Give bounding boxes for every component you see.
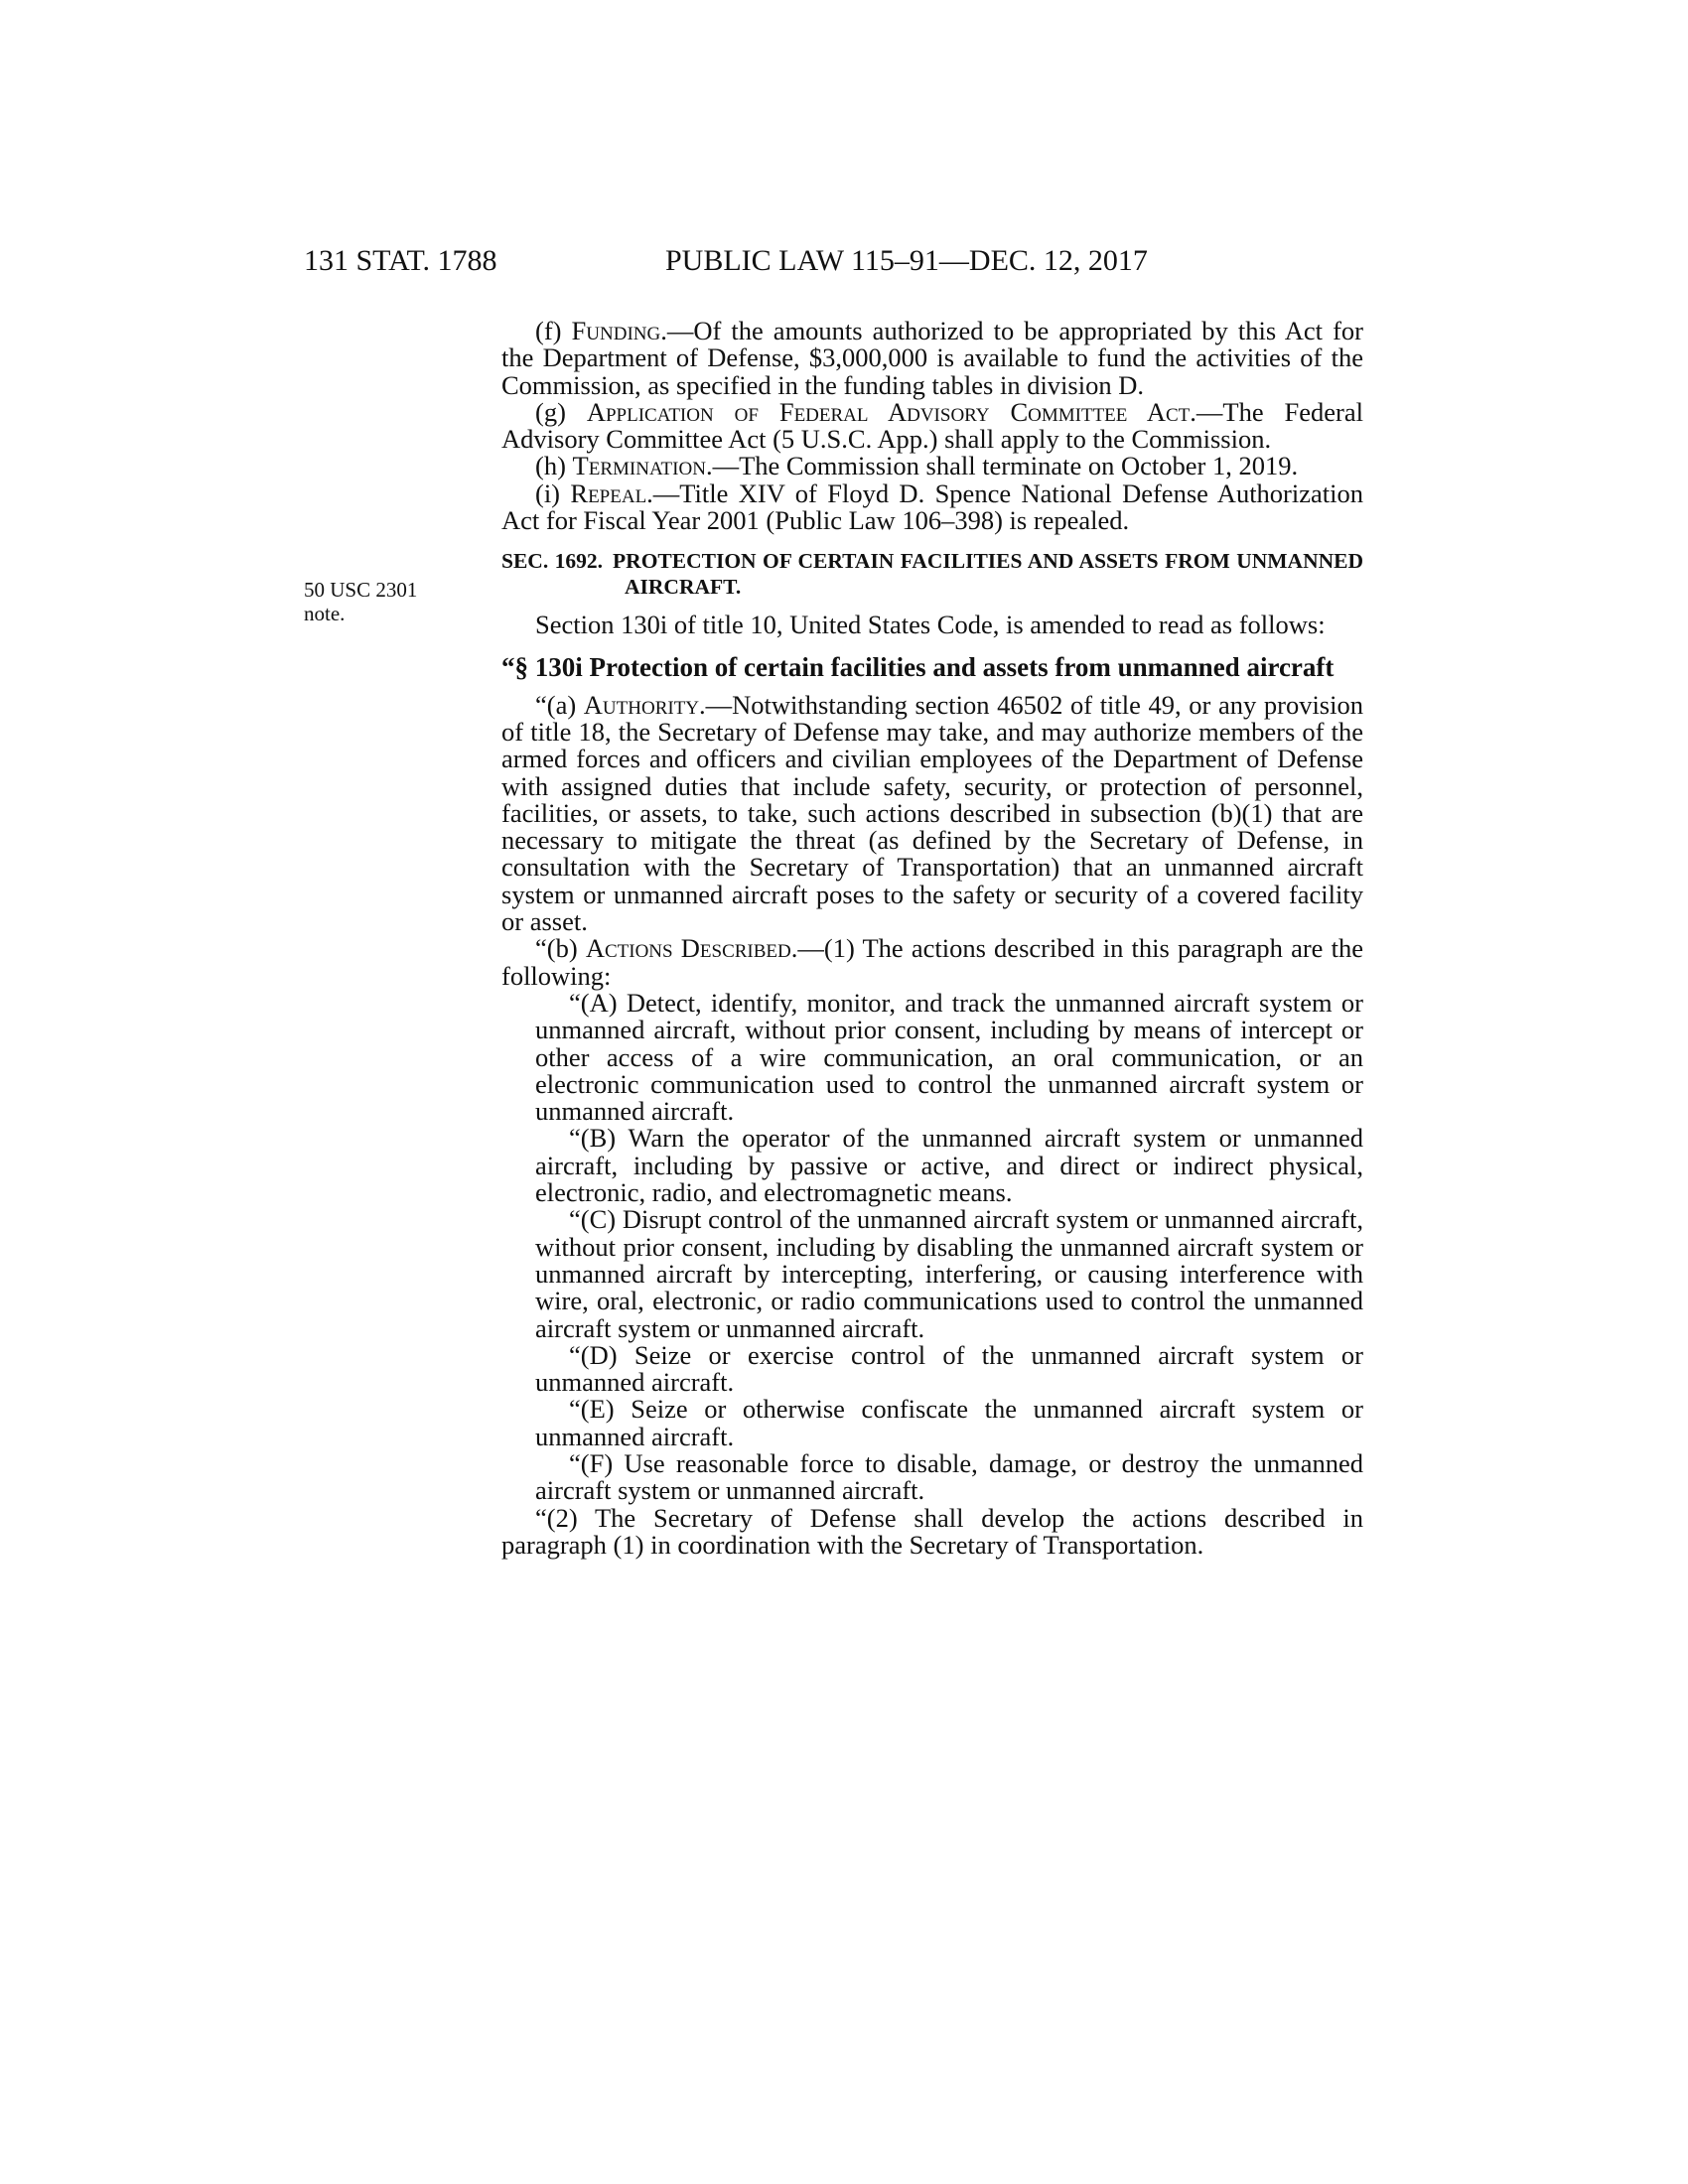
list-item-f: “(F) Use reasonable force to disable, damage, or destroy the unmanned aircraft system or unmanned aircraft. (535, 1447, 1363, 1506)
paragraph-g-application: (g) Application of Federal Advisory Committee Act.—The Federal Advisory Committee Act (5 U.S.C. App.) shall apply to the Commission. (501, 396, 1363, 455)
code-section-title: Protection of certain facilities and assets from unmanned aircraft (589, 651, 1335, 682)
list-item-b: “(B) Warn the operator of the unmanned aircraft system or unmanned aircraft, including by passive or active, and direct or indirect physical, electronic, radio, and electromagnetic means. (535, 1123, 1363, 1208)
code-section-label: “§ 130i (501, 651, 583, 682)
paragraph-a-authority: “(a) Authority.—Notwithstanding section 46502 of title 49, or any provision of title 18, the Secretary of Defense may take, and may authorize members of the armed forces and officers and civilian employees of the Department of Defense with assigned duties that include safety, security, or protection of personnel, facilities, or assets, to take, such actions described in subsection (b)(1) that are necessary to mitigate the threat (as defined by the Secretary of Defense, in consultation with the Secretary of Transportation) that an unmanned aircraft system or unmanned aircraft poses to the safety or security of a covered facility or asset. (501, 689, 1363, 937)
paragraph-h-termination: (h) Termination.—The Commission shall terminate on October 1, 2019. (535, 451, 1299, 481)
section-title: PROTECTION OF CERTAIN FACILITIES AND ASSETS FROM UNMANNED AIRCRAFT. (613, 549, 1363, 600)
list-item-e: “(E) Seize or otherwise confiscate the unmanned aircraft system or unmanned aircraft. (535, 1394, 1363, 1451)
paragraph-b-actions: “(b) Actions Described.—(1) The actions described in this paragraph are the following: (501, 933, 1363, 991)
section-number: SEC. 1692. (501, 549, 604, 574)
heading-repeal: Repeal (570, 478, 647, 508)
list-item-d: “(D) Seize or exercise control of the unmanned aircraft system or unmanned aircraft. (535, 1339, 1363, 1398)
heading-authority: Authority (583, 689, 700, 720)
list-item-a: “(A) Detect, identify, monitor, and track the unmanned aircraft system or unmanned aircraft, without prior consent, including by means of intercept or other access of a wire communication, an oral communication, or an electronic communication used to control the unmanned aircraft system or unmanned aircraft. (535, 987, 1363, 1127)
public-law-citation: PUBLIC LAW 115–91—DEC. 12, 2017 (665, 244, 1148, 277)
margin-note-label: note. (304, 602, 346, 625)
statute-page-number: 131 STAT. 1788 (304, 244, 497, 277)
list-item-c: “(C) Disrupt control of the unmanned aircraft system or unmanned aircraft, without prior consent, including by disabling the unmanned aircraft system or unmanned aircraft by intercepting, interfering, or causing interference with wire, oral, electronic, or radio communications used to control the unmanned aircraft system or unmanned aircraft. (535, 1204, 1363, 1343)
heading-actions-described: Actions Described (585, 933, 791, 964)
paragraph-i-repeal: (i) Repeal.—Title XIV of Floyd D. Spence National Defense Authorization Act for Fiscal Year 2001 (Public Law 106–398) is repealed. (501, 478, 1363, 536)
heading-funding: Funding (571, 316, 661, 345)
heading-termination: Termination (572, 451, 706, 481)
heading-application: Application of Federal Advisory Committee Act (586, 396, 1191, 427)
paragraph-f-funding: (f) Funding.—Of the amounts authorized to be appropriated by this Act for the Department of Defense, $3,000,000 is available to fund the activities of the Commission, as specified in the funding tables in division D. (501, 316, 1363, 400)
paragraph-2-coordination: “(2) The Secretary of Defense shall develop the actions described in paragraph (1) in coordination with the Secretary of Transportation. (501, 1502, 1363, 1560)
margin-note (304, 578, 453, 625)
section-intro: Section 130i of title 10, United States Code, is amended to read as follows: (535, 610, 1326, 640)
margin-note-citation: 50 USC 2301 (304, 578, 418, 602)
section-heading (501, 548, 1363, 600)
code-section-heading (501, 653, 1363, 682)
document-body (501, 318, 1363, 1559)
running-header (304, 244, 1362, 284)
